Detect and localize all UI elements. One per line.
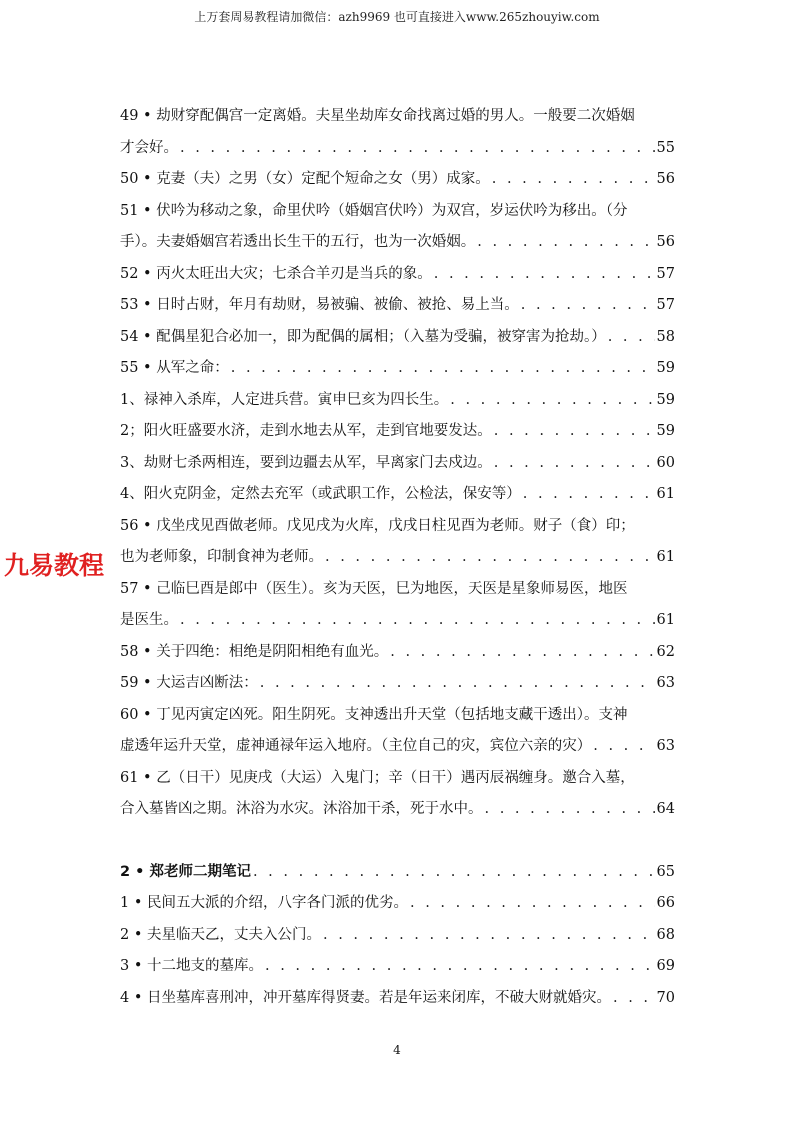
- dot-leader: [450, 385, 654, 417]
- toc-entry-line[interactable]: [120, 605, 675, 637]
- toc-entry-line[interactable]: [120, 763, 675, 795]
- toc-page-number: 69: [656, 958, 675, 974]
- toc-entry-text: 50 • 克妻（夫）之男（女）定配个短命之女（男）成家。: [120, 171, 490, 187]
- toc-entry-line[interactable]: [120, 637, 675, 669]
- toc-entry-text: 手）。夫妻婚姻宫若透出长生干的五行，也为一次婚姻。: [120, 234, 476, 250]
- toc-entry-line[interactable]: [120, 574, 675, 606]
- page-number: 4: [393, 1043, 401, 1057]
- toc-page-number: 58: [656, 328, 675, 345]
- toc-page-number: 61: [656, 549, 675, 565]
- dot-leader: [593, 731, 654, 763]
- toc-entry-line[interactable]: [120, 983, 675, 1015]
- toc-entry-line[interactable]: [120, 101, 675, 133]
- toc-entry-text: 2；阳火旺盛要水济，走到水地去从军，走到官地要发达。: [120, 423, 492, 439]
- toc-entry-text: 才会好。: [120, 139, 178, 156]
- toc-entry-line[interactable]: [120, 196, 675, 228]
- toc-section-heading[interactable]: [120, 857, 675, 889]
- dot-leader: [323, 920, 655, 952]
- toc-entry-text: 49 • 劫财穿配偶宫一定离婚。夫星坐劫库女命找离过婚的男人。一般要二次婚姻: [120, 108, 635, 124]
- dot-leader: [410, 888, 655, 920]
- dot-leader: [390, 637, 654, 669]
- toc-page-number: 62: [656, 643, 675, 660]
- dot-leader: [231, 353, 655, 385]
- toc-page-number: 59: [656, 360, 675, 376]
- toc-entry-text: 52 • 丙火太旺出大灾；七杀合羊刃是当兵的象。: [120, 265, 432, 282]
- toc-entry-text: 2 • 夫星临天乙，丈夫入公门。: [120, 926, 321, 943]
- dot-leader: [265, 951, 655, 983]
- dot-leader: [523, 479, 655, 511]
- toc-entry-text: 51 • 伏吟为移动之象，命里伏吟（婚姻宫伏吟）为双宫，岁运伏吟为移出。（分: [120, 202, 628, 219]
- dot-leader: [180, 133, 655, 165]
- toc-entry-line[interactable]: [120, 700, 675, 732]
- toc-entry-line[interactable]: [120, 920, 675, 952]
- toc-page-number: 63: [656, 675, 675, 691]
- toc-page-number: 61: [656, 612, 675, 628]
- toc-entry-line[interactable]: [120, 227, 675, 259]
- toc-entry-text: 57 • 己临巳酉是郎中（医生）。亥为天医，巳为地医，天医是星象师易医，地医: [120, 580, 628, 597]
- toc-entry-line[interactable]: [120, 731, 675, 763]
- toc-entry-text: 3、劫财七杀两相连，要到边疆去从军，早离家门去戍边。: [120, 454, 492, 471]
- dot-leader: [613, 983, 655, 1015]
- section-gap: [120, 826, 675, 857]
- dot-leader: [608, 322, 655, 354]
- toc-entry-text: 58 • 关于四绝：相绝是阴阳相绝有血光。: [120, 643, 389, 660]
- toc-entry-text: 55 • 从军之命：: [120, 360, 229, 376]
- toc-entry-text: 61 • 乙（日干）见庚戌（大运）入鬼门；辛（日干）遇丙辰祸缠身。邀合入墓，: [120, 769, 635, 786]
- toc-entry-text: 4 • 日坐墓库喜刑冲，冲开墓库得贤妻。若是年运来闭库，不破大财就婚灾。: [120, 989, 611, 1006]
- dot-leader: [485, 794, 655, 826]
- page-header: 上万套周易教程请加微信：azh9969 也可直接进入www.265zhouyiw.com: [194, 10, 600, 24]
- section-page-number: 65: [656, 863, 675, 880]
- toc-entry-text: 虚透年运升天堂，虚神通禄年运入地府。（主位自己的灾，宾位六亲的灾）: [120, 738, 592, 754]
- toc-page-number: 56: [656, 234, 675, 250]
- toc-page-number: 57: [656, 297, 675, 313]
- toc-entry-line[interactable]: [120, 668, 675, 700]
- toc-entry-text: 4、阳火克阴金，定然去充军（或武职工作，公检法，保安等）: [120, 486, 521, 502]
- toc-section-entries: [120, 888, 675, 1014]
- dot-leader: [494, 448, 655, 480]
- toc-entry-line[interactable]: [120, 416, 675, 448]
- toc-entry-line[interactable]: [120, 385, 675, 417]
- dot-leader: [180, 605, 655, 637]
- toc-entry-line[interactable]: [120, 290, 675, 322]
- toc-page-number: 55: [656, 139, 675, 156]
- toc-page-number: 66: [656, 895, 675, 911]
- toc-entry-line[interactable]: [120, 542, 675, 574]
- toc-entry-text: 53 • 日时占财，年月有劫财，易被骗、被偷、被抢、易上当。: [120, 297, 519, 313]
- dot-leader: [492, 164, 655, 196]
- toc-page-number: 59: [656, 423, 675, 439]
- toc-entry-text: 54 • 配偶星犯合必加一，即为配偶的属相；（入墓为受骗，被穿害为抢劫。）: [120, 328, 606, 345]
- toc-entry-text: 56 • 戊坐戌见酉做老师。戊见戌为火库，戊戌日柱见酉为老师。财子（食）印；: [120, 517, 635, 534]
- toc-page-number: 64: [656, 801, 675, 817]
- toc-page-number: 68: [656, 926, 675, 943]
- dot-leader: [434, 259, 655, 291]
- toc-entry-line[interactable]: [120, 794, 675, 826]
- toc-entries: [120, 101, 675, 826]
- toc-entry-text: 3 • 十二地支的墓库。: [120, 958, 263, 974]
- toc-entry-text: 1 • 民间五大派的介绍，八字各门派的优劣。: [120, 895, 408, 911]
- toc-entry-line[interactable]: [120, 888, 675, 920]
- toc-entry-line[interactable]: [120, 133, 675, 165]
- toc-entry-text: 也为老师象，印制食神为老师。: [120, 549, 323, 565]
- watermark-logo: 九易教程: [4, 551, 105, 580]
- toc-entry-line[interactable]: [120, 259, 675, 291]
- dot-leader: [325, 542, 655, 574]
- toc-page-number: 61: [656, 486, 675, 502]
- dot-leader: [477, 227, 654, 259]
- toc-entry-text: 合入墓皆凶之期。沐浴为水灾。沐浴加干杀，死于水中。: [120, 801, 483, 817]
- toc-page-number: 60: [656, 454, 675, 471]
- toc-entry-line[interactable]: [120, 353, 675, 385]
- toc-entry-line[interactable]: [120, 951, 675, 983]
- section-title: 2 • 郑老师二期笔记: [120, 863, 251, 880]
- toc-entry-line[interactable]: [120, 322, 675, 354]
- toc-entry-line[interactable]: [120, 511, 675, 543]
- dot-leader: [494, 416, 655, 448]
- toc-page-number: 70: [656, 989, 675, 1006]
- toc-entry-line[interactable]: [120, 479, 675, 511]
- table-of-contents: [120, 101, 675, 1014]
- toc-entry-text: 59 • 大运吉凶断法：: [120, 675, 258, 691]
- toc-page-number: 59: [656, 391, 675, 408]
- dot-leader: [253, 857, 655, 889]
- toc-page-number: 56: [656, 171, 675, 187]
- dot-leader: [260, 668, 655, 700]
- toc-page-number: 63: [656, 738, 675, 754]
- toc-entry-text: 60 • 丁见丙寅定凶死。阳生阴死。支神透出升天堂（包括地支藏干透出）。支神: [120, 706, 628, 723]
- toc-entry-text: 1、禄神入杀库，人定进兵营。寅申巳亥为四长生。: [120, 391, 449, 408]
- toc-entry-line[interactable]: [120, 164, 675, 196]
- toc-page-number: 57: [656, 265, 675, 282]
- toc-entry-text: 是医生。: [120, 612, 178, 628]
- toc-entry-line[interactable]: [120, 448, 675, 480]
- dot-leader: [521, 290, 655, 322]
